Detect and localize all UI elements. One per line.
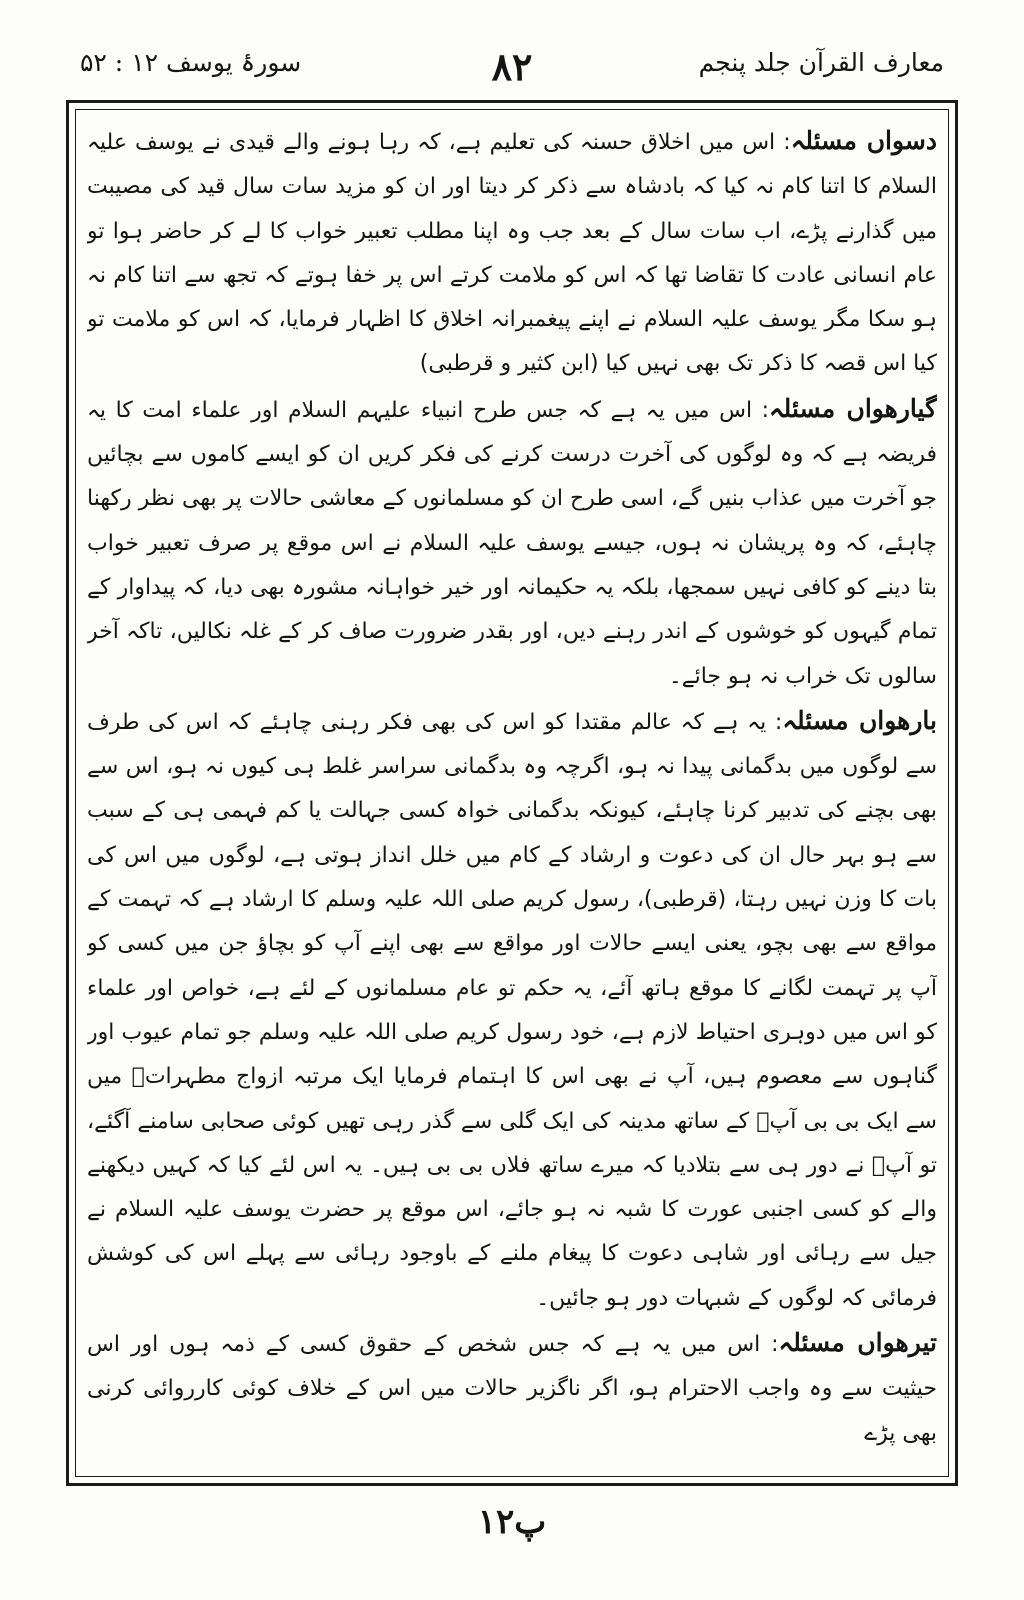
heading-masala-11: گیارھواں مسئلہ [769,393,937,423]
signature-mark: ۱۲پ [477,1502,547,1542]
page-number: ۸۲ [491,44,533,89]
text-masala-13: : اس میں یہ ہے کہ جس شخص کے حقوق کسی کے ذمہ ہوں اور اس حیثیت سے وہ واجب الاحترام ہو، اگر ناگزیر حالات میں اس کے خلاف کوئی کارروائی کرنی بھی پڑے [87,1332,937,1446]
text-masala-11: : اس میں یہ ہے کہ جس طرح انبیاء علیہم السلام اور علماء امت کا یہ فریضہ ہے کہ وہ لوگوں کی آخرت درست کرنے کی فکر کریں ان کو ایسے کاموں سے بچائیں جو آخرت میں عذاب بنیں گے، اسی طرح ان کو مسلمانوں کے معاشی حالات پر بھی نظر رکھنا چاہئے، کہ وہ پریشان نہ ہوں، جیسے یوسف علیہ السلام نے اس موقع پر صرف تعبیر خواب بتا دینے کو کافی نہیں سمجھا، بلکہ یہ حکیمانہ اور خیر خواہانہ مشورہ بھی دیا، کہ پیداوار کے تمام گیہوں کو خوشوں کے اندر رہنے دیں، اور بقدر ضرورت صاف کر کے غلہ نکالیں، تاکہ آخر سالوں تک خراب نہ ہو جائے۔ [87,397,937,689]
paragraph-masala-12 [87,699,937,1321]
heading-masala-12: بارھواں مسئلہ [782,705,937,735]
book-title: معارف القرآن جلد پنجم [698,48,944,77]
heading-masala-10: دسواں مسئلہ [790,126,937,155]
paragraph-masala-13 [87,1321,937,1456]
page-header [80,44,944,94]
paragraph-masala-11 [87,387,937,699]
text-frame [66,100,958,1486]
surah-reference: سورۂ یوسف ۱۲ : ۵۲ [80,48,302,77]
heading-masala-13: تیرھواں مسئلہ [778,1328,937,1358]
text-masala-10: : اس میں اخلاق حسنہ کی تعلیم ہے، کہ رہا ہونے والے قیدی نے یوسف علیہ السلام کا اتنا کام نہ کیا کہ بادشاہ سے ذکر کر دیتا اور ان کو مزید سات سال قید کی مصیبت میں گذارنے پڑے، اب سات سال کے بعد جب وہ اپنا مطلب تعبیر خواب کا لے کر حاضر ہوا تو عام انسانی عادت کا تقاضا تھا کہ اس کو ملامت کرتے اس پر خفا ہوتے کہ تجھ سے اتنا کام نہ ہو سکا مگر یوسف علیہ السلام نے اپنے پیغمبرانہ اخلاق کا اظہار فرمایا، کہ اس کو ملامت تو کیا اس قصہ کا ذکر تک بھی نہیں کیا (ابن کثیر و قرطبی) [87,130,937,377]
text-masala-12: : یہ ہے کہ عالم مقتدا کو اس کی بھی فکر رہنی چاہئے کہ اس کی طرف سے لوگوں میں بدگمانی پیدا نہ ہو، اگرچہ وہ بدگمانی سراسر غلط ہی کیوں نہ ہو، اس سے بھی بچنے کی تدبیر کرنا چاہئے، کیونکہ بدگمانی خواہ کسی جہالت یا کم فہمی ہی کے سبب سے ہو بہر حال ان کی دعوت و ارشاد کے کام میں خلل انداز ہوتی ہے، لوگوں میں اس کی بات کا وزن نہیں رہتا، (قرطبی)، رسول کریم صلی اللہ علیہ وسلم کا ارشاد ہے کہ تہمت کے مواقع سے بھی بچو، یعنی ایسے حالات اور مواقع سے بھی اپنے آپ کو بچاؤ جن میں کسی کو آپ پر تہمت لگانے کا موقع ہاتھ آئے، یہ حکم تو عام مسلمانوں کے لئے ہے، خواص اور علماء کو اس میں دوہری احتیاط لازم ہے، خود رسول کریم صلی اللہ علیہ وسلم جو تمام عیوب اور گناہوں سے معصوم ہیں، آپ نے بھی اس کا اہتمام فرمایا ایک مرتبہ ازواج مطہراتؓ میں سے ایک بی بی آپؐ کے ساتھ مدینہ کی ایک گلی سے گذر رہی تھیں کوئی صحابی سامنے آگئے، تو آپؐ نے دور ہی سے بتلادیا کہ میرے ساتھ فلاں بی بی ہیں۔ یہ اس لئے کیا کہ کہیں دیکھنے والے کو کسی اجنبی عورت کا شبہ نہ ہو جائے، اس موقع پر حضرت یوسف علیہ السلام نے جیل سے رہائی اور شاہی دعوت کا پیغام ملنے کے باوجود رہائی سے پہلے اس کی کوشش فرمائی کہ لوگوں کے شبہات دور ہو جائیں۔ [87,709,937,1311]
page-body [87,119,937,1467]
paragraph-masala-10 [87,119,937,387]
